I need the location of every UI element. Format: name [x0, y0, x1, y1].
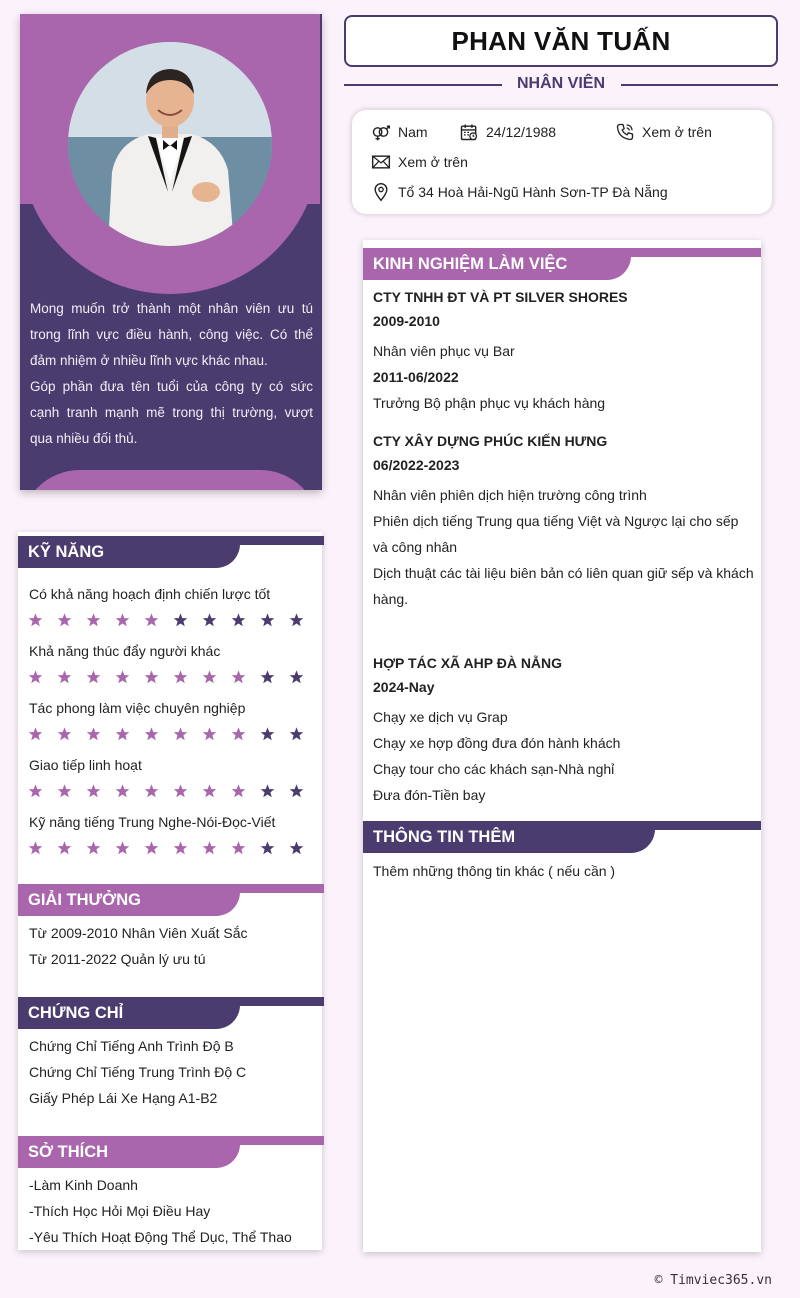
star-icon: [259, 839, 288, 857]
job-description: Nhân viên phiên dịch hiện trường công trình: [373, 487, 647, 503]
skill-rating: [27, 668, 317, 686]
job-title: NHÂN VIÊN: [516, 75, 605, 92]
birthday-value: 24/12/1988: [486, 124, 557, 140]
hobby-item: -Làm Kinh Doanh: [29, 1177, 138, 1193]
star-icon: [230, 611, 259, 629]
skill-rating: [27, 611, 317, 629]
star-icon: [85, 668, 114, 686]
star-icon: [56, 725, 85, 743]
work-period: 2024-Nay: [373, 679, 435, 695]
section-title: SỞ THÍCH: [18, 1136, 240, 1168]
skill-rating: [27, 782, 317, 800]
star-icon: [56, 839, 85, 857]
star-icon: [114, 782, 143, 800]
star-icon: [201, 668, 230, 686]
star-icon: [230, 668, 259, 686]
section-title: GIẢI THƯỞNG: [18, 884, 240, 916]
star-icon: [27, 668, 56, 686]
star-icon: [288, 782, 317, 800]
skill-label: Giao tiếp linh hoạt: [29, 757, 142, 773]
right-sections-panel: [363, 240, 761, 1252]
skill-label: Tác phong làm việc chuyên nghiệp: [29, 700, 246, 716]
calendar-icon: [458, 122, 480, 142]
skill-rating: [27, 839, 317, 857]
contact-address: [370, 182, 668, 202]
skill-label: Có khả năng hoạch định chiến lược tốt: [29, 586, 271, 602]
star-icon: [201, 839, 230, 857]
star-icon: [201, 782, 230, 800]
job-description: Chạy tour cho các khách sạn-Nhà nghỉ: [373, 761, 615, 777]
more-info-text: Thêm những thông tin khác ( nếu cần ): [373, 863, 616, 879]
star-icon: [85, 782, 114, 800]
star-icon: [172, 782, 201, 800]
phone-value: Xem ở trên: [642, 124, 712, 140]
section-title: THÔNG TIN THÊM: [363, 821, 655, 853]
star-icon: [172, 611, 201, 629]
contact-box: [352, 110, 772, 214]
star-icon: [143, 782, 172, 800]
job-description: Chạy xe hợp đồng đưa đón hành khách: [373, 735, 621, 751]
star-icon: [143, 668, 172, 686]
section-title: KINH NGHIỆM LÀM VIỆC: [363, 248, 631, 280]
star-icon: [56, 668, 85, 686]
section-title: CHỨNG CHỈ: [18, 997, 240, 1029]
contact-birthday: [458, 122, 556, 142]
star-icon: [114, 668, 143, 686]
certificates-heading: [18, 997, 324, 1029]
skills-heading: [18, 536, 324, 568]
awards-heading: [18, 884, 324, 916]
left-sections-panel: [18, 532, 322, 1250]
star-icon: [259, 725, 288, 743]
section-title: KỸ NĂNG: [18, 536, 240, 568]
star-icon: [172, 839, 201, 857]
certificate-item: Chứng Chỉ Tiếng Anh Trình Độ B: [29, 1038, 234, 1054]
award-item: Từ 2009-2010 Nhân Viên Xuất Sắc: [29, 925, 248, 941]
star-icon: [56, 782, 85, 800]
location-icon: [370, 182, 392, 202]
star-icon: [85, 725, 114, 743]
star-icon: [201, 611, 230, 629]
star-icon: [85, 839, 114, 857]
star-icon: [143, 725, 172, 743]
hobby-item: -Yêu Thích Hoạt Động Thể Dục, Thể Thao: [29, 1229, 292, 1245]
star-icon: [201, 725, 230, 743]
profile-card: [20, 14, 322, 490]
star-icon: [114, 839, 143, 857]
star-icon: [85, 611, 114, 629]
email-value: Xem ở trên: [398, 154, 468, 170]
star-icon: [172, 668, 201, 686]
avatar-photo: [68, 42, 272, 246]
award-item: Từ 2011-2022 Quản lý ưu tú: [29, 951, 206, 967]
star-icon: [230, 725, 259, 743]
career-objective: [30, 296, 313, 452]
certificate-item: Chứng Chỉ Tiếng Trung Trình Độ C: [29, 1064, 247, 1080]
job-title-row: [344, 72, 778, 98]
contact-email: [370, 152, 468, 172]
star-icon: [288, 725, 317, 743]
hobby-item: -Thích Học Hỏi Mọi Điều Hay: [29, 1203, 211, 1219]
star-icon: [56, 611, 85, 629]
star-icon: [288, 839, 317, 857]
gender-value: Nam: [398, 124, 428, 140]
star-icon: [259, 668, 288, 686]
hobbies-heading: [18, 1136, 324, 1168]
star-icon: [172, 725, 201, 743]
star-icon: [288, 668, 317, 686]
certificate-item: Giấy Phép Lái Xe Hạng A1-B2: [29, 1090, 218, 1106]
work-period: 06/2022-2023: [373, 457, 460, 473]
contact-phone: [614, 122, 712, 142]
star-icon: [230, 839, 259, 857]
job-description: và công nhân: [373, 539, 458, 555]
job-description: hàng.: [373, 591, 409, 607]
work-period: 2011-06/2022: [373, 369, 459, 385]
job-description: Chạy xe dịch vụ Grap: [373, 709, 508, 725]
footer-credit: © Timviec365.vn: [654, 1273, 772, 1288]
star-icon: [259, 782, 288, 800]
star-icon: [143, 611, 172, 629]
star-icon: [114, 725, 143, 743]
avatar: [68, 42, 272, 246]
mail-icon: [370, 152, 392, 172]
star-icon: [114, 611, 143, 629]
job-description: Đưa đón-Tiền bay: [373, 787, 486, 803]
company-name: CTY XÂY DỰNG PHÚC KIẾN HƯNG: [373, 433, 608, 449]
skill-rating: [27, 725, 317, 743]
work-period: 2009-2010: [373, 313, 440, 329]
phone-icon: [614, 122, 636, 142]
more-info-heading: [363, 821, 761, 853]
star-icon: [27, 611, 56, 629]
star-icon: [288, 611, 317, 629]
objective-paragraph: Góp phần đưa tên tuổi của công ty có sức cạnh tranh mạnh mẽ trong thị trường, vượt qua nhiều đối thủ.: [30, 379, 313, 446]
objective-paragraph: Mong muốn trở thành một nhân viên ưu tú trong lĩnh vực điều hành, công việc. Có thể đảm nhiệm ở nhiều lĩnh vực khác nhau.: [30, 301, 313, 368]
skill-label: Khả năng thúc đẩy người khác: [29, 643, 221, 659]
job-role: Trưởng Bộ phận phục vụ khách hàng: [373, 395, 606, 411]
star-icon: [259, 611, 288, 629]
experience-heading: [363, 248, 761, 280]
profile-footer-arc: [20, 470, 320, 490]
company-name: CTY TNHH ĐT VÀ PT SILVER SHORES: [373, 289, 628, 305]
star-icon: [27, 839, 56, 857]
address-value: Tổ 34 Hoà Hải-Ngũ Hành Sơn-TP Đà Nẵng: [398, 184, 668, 200]
star-icon: [230, 782, 259, 800]
job-description: Dịch thuật các tài liệu biên bản có liên quan giữ sếp và khách: [373, 565, 754, 581]
job-role: Nhân viên phục vụ Bar: [373, 343, 515, 359]
gender-icon: [370, 122, 392, 142]
skill-label: Kỹ năng tiếng Trung Nghe-Nói-Đọc-Viết: [29, 814, 276, 830]
star-icon: [27, 782, 56, 800]
company-name: HỢP TÁC XÃ AHP ĐÀ NẴNG: [373, 655, 563, 671]
job-description: Phiên dịch tiếng Trung qua tiếng Việt và Ngược lại cho sếp: [373, 513, 739, 529]
contact-gender: [370, 122, 428, 142]
candidate-name: PHAN VĂN TUẤN: [344, 15, 778, 67]
star-icon: [143, 839, 172, 857]
star-icon: [27, 725, 56, 743]
